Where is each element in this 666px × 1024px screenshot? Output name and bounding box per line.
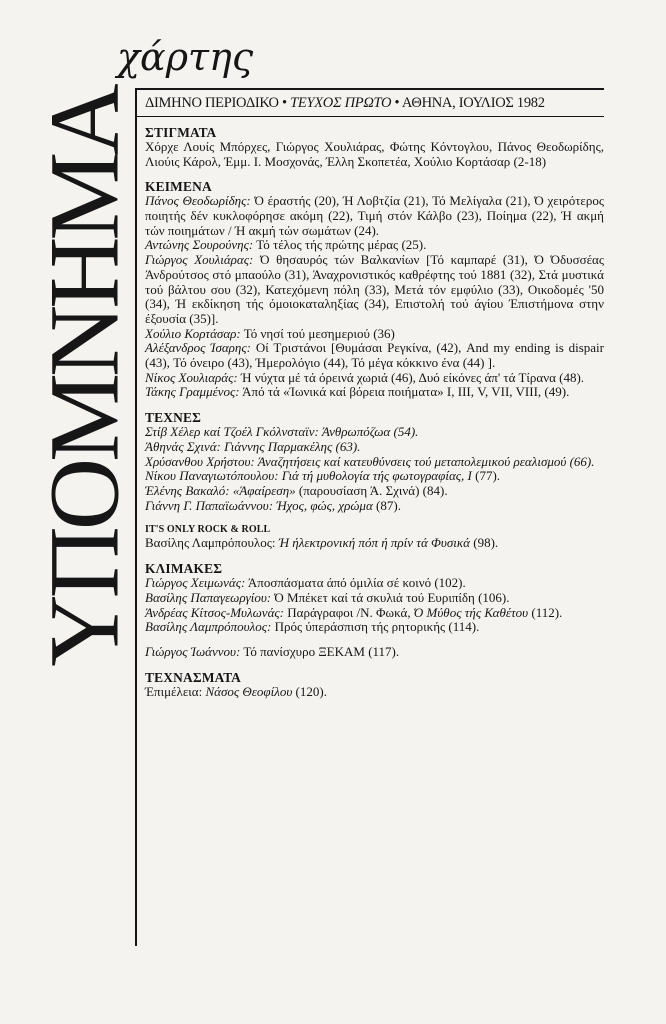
entry-text: Άπό τά «Ίωνικά καί βόρεια ποιήματα» Ι, ΙΙΙ, V, VII, VIII, (49). (239, 384, 570, 400)
entry-author: Αλέξανδρος Ίσαρης: (145, 340, 251, 356)
entry-text: Χόρχε Λουίς Μπόρχες, Γιώργος Χουλιάρας, Φώτης Κόντογλου, Πάνος Θεοδωρίδης, Λιούις Κάρολ, Έμμ. Ι. Μοσχονάς, Έλλη Σκοπετέα, Χούλιο Κορτάσαρ (2-18) (145, 138, 604, 169)
toc-entry (145, 327, 604, 342)
entry-author: Βασίλης Παπαγεωργίου: (145, 589, 272, 605)
entry-author: Νίκου Παναγιωτόπουλου: Γιά τή μυθολογία τής φωτογραφίας, Ι (145, 468, 472, 484)
toc-entry (145, 591, 604, 606)
toc-entry (145, 685, 604, 700)
toc-entry (145, 484, 604, 499)
issue-header-part2: ΤΕΥΧΟΣ ΠΡΩΤΟ (290, 95, 392, 111)
toc-entry (145, 371, 604, 386)
masthead-script-title: χάρτης (117, 35, 254, 79)
toc-section (145, 670, 604, 700)
entry-author: Χούλιο Κορτάσαρ: (145, 325, 241, 341)
toc-entry (145, 341, 604, 370)
entry-text: Τό νησί τού μεσημεριού (36) (240, 325, 395, 341)
toc-content (137, 117, 604, 699)
entry-author: Άνδρέας Κίτσος-Μυλωνάς: (145, 604, 285, 620)
toc-entry (145, 645, 604, 660)
entry-author: Αντώνης Σουρούνης: (145, 237, 254, 253)
entry-text: Οί Τριστάνοι [Θυμάσαι Ρεγκίνα, (42), And my ending is dispair (43), Τό όνειρο (43), Ήμερολόγιο (44), Τό μέγα κόκκινο ένα (44) ]. (145, 340, 605, 371)
entry-title: Νάσος Θεοφίλου (205, 683, 293, 699)
table-of-contents (135, 88, 604, 946)
entry-author: Έλένης Βακαλό: «Άφαίρεση» (145, 483, 296, 498)
entry-author: Πάνος Θεοδωρίδης: (145, 193, 251, 209)
toc-entry (145, 440, 604, 455)
issue-header-part3: • ΑΘΗΝΑ, ΙΟΥΛΙΟΣ 1982 (391, 95, 545, 111)
toc-entry (145, 253, 604, 327)
entry-text: (παρουσίαση Ά. Σχινά) (84). (295, 483, 448, 498)
toc-entry (145, 385, 604, 400)
entry-author: Στίβ Χέλερ καί Τζοέλ Γκόλνσταϊν: Άνθρωπόζωα (54). (145, 424, 419, 440)
entry-text: Ή νύχτα μέ τά όρεινά χωριά (46), Δυό είκόνες άπ' τά Τίρανα (48). (237, 369, 585, 385)
section-heading: ΚΛΙΜΑΚΕΣ (145, 561, 223, 577)
vertical-title (29, 82, 141, 672)
entry-page: (98). (469, 535, 499, 551)
entry-author: Τάκης Γραμμένος: (145, 384, 240, 400)
entry-text: Άποσπάσματα άπό όμιλία σέ κοινό (102). (245, 575, 466, 591)
entry-text: Βασίλης Λαμπρόπουλος: (145, 535, 279, 551)
entry-text: Ό Μπέκετ καί τά σκυλιά τού Ευριπίδη (106). (271, 589, 510, 605)
entry-author: Νίκος Χουλιαράς: (145, 369, 238, 385)
toc-entry (145, 469, 604, 484)
entry-author: Χρύσανθου Χρήστου: Άναζητήσεις καί κατευθύνσεις τού μεταπολεμικού ρεαλισμού (66). (145, 453, 595, 469)
section-heading: IT'S ONLY ROCK & ROLL (145, 524, 271, 536)
section-heading: ΤΕΧΝΑΣΜΑΤΑ (145, 669, 241, 685)
toc-entry (145, 140, 604, 169)
toc-entry (145, 499, 604, 514)
entry-title: Ή ήλεκτρονική πόπ ή πρίν τά Φυσικά (278, 535, 470, 551)
entry-author: Άθηνάς Σχινά: Γιάννης Παρμακέλης (63). (145, 438, 361, 454)
toc-entry (145, 425, 604, 440)
entry-text: (77). (471, 468, 501, 484)
section-heading: ΤΕΧΝΕΣ (145, 410, 202, 426)
vertical-title-text: ΥΠΟΜΝΗΜΑ (29, 87, 141, 667)
toc-section (145, 179, 604, 400)
toc-entry (145, 536, 604, 551)
entry-text: Ό έραστής (20), Ή Λοβτζία (21), Τό Μελίγαλα (21), Ό χειρότερος ποιητής δέν κυκλοφόρησε ακόμη (22), Τιμή στόν Κάλβο (23), Ποίημα (22), Ή ακμή τών ποιημάτων / Ή ακμή τών σωμάτων (24). (145, 193, 605, 238)
section-heading: ΚΕΙΜΕΝΑ (145, 179, 212, 195)
entry-author: Γιώργος Χειμωνάς: (145, 575, 246, 591)
entry-title: Ό Μύθος τής Καθέτου (413, 604, 529, 620)
entry-text: Τό πανίσχυρο ΞΕΚΑΜ (117). (240, 643, 400, 659)
toc-section (145, 561, 604, 635)
toc-section (145, 125, 604, 169)
entry-author: Γιώργος Χουλιάρας: (145, 252, 254, 268)
toc-section (145, 410, 604, 513)
entry-text: Έπιμέλεια: (145, 683, 206, 699)
issue-header-part1: ΔΙΜΗΝΟ ΠΕΡΙΟΔΙΚΟ • (145, 95, 291, 111)
toc-entry (145, 606, 604, 621)
toc-entry (145, 620, 604, 635)
entry-author: Βασίλης Λαμπρόπουλος: (145, 619, 272, 635)
entry-text: Πρός ύπεράσπιση τής ρητορικής (114). (271, 619, 480, 635)
entry-page: (120). (292, 683, 327, 699)
toc-section (145, 645, 604, 660)
section-heading: ΣΤΙΓΜΑΤΑ (145, 124, 217, 140)
entry-text: Τό τέλος τής πρώτης μέρας (25). (253, 237, 427, 253)
entry-text: Ό θησαυρός τών Βαλκανίων [Τό καμπαρέ (31), Ό Όδυσσέας Άνδρούτσος στό μπαούλο (31), Άναχρονιστικός καθρέφτης τού 1881 (32), Στά μυστικά τού βάλτου σου (32), Κατεχόμενη πόλη (33), Μετά τόν εμφύλιο (33), Οικοδομές '50 (34), Ή εκδίκηση τής όμοιοκαταληξίας (34), Επιστολή τού άγίου Έπιστήμονα στην έξουσία (35)]. (145, 252, 605, 326)
toc-section (145, 523, 604, 551)
entry-author: Γιώργος Ίωάννου: (145, 643, 241, 659)
toc-entry (145, 576, 604, 591)
toc-entry (145, 194, 604, 238)
entry-text: Παράγραφοι /Ν. Φωκά, (284, 604, 414, 620)
entry-text: (87). (372, 497, 401, 513)
issue-header (137, 88, 604, 117)
toc-entry (145, 455, 604, 470)
toc-entry (145, 238, 604, 253)
entry-author: Γιάννη Γ. Παπαϊωάννου: Ήχος, φώς, χρώμα (145, 497, 373, 513)
entry-page: (112). (528, 604, 563, 620)
